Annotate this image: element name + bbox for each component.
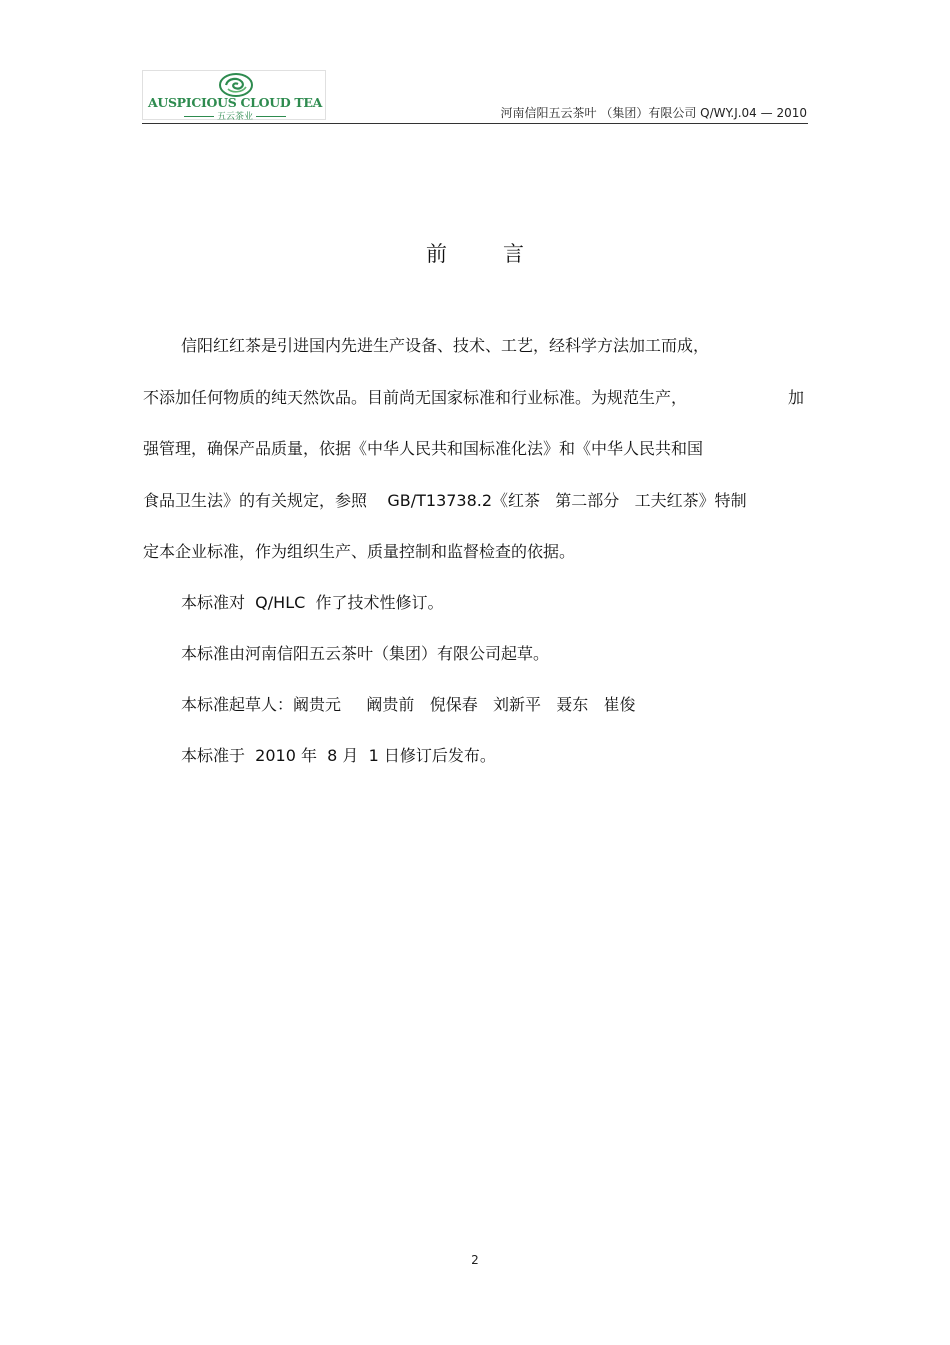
page-title — [0, 238, 950, 268]
logo-chinese-text: 五云茶业 — [216, 112, 253, 122]
para1-line-4: 食品卫生法》的有关规定，参照 GB/T13738.2《红茶 第二部分 工夫红茶》特制 — [143, 491, 747, 510]
title-char-1: 前 — [426, 242, 447, 266]
logo-chinese-name — [143, 109, 327, 122]
header-divider — [142, 123, 808, 124]
drafters: 本标准起草人：阚贵元 阚贵前 倪保春 刘新平 聂东 崔俊 — [181, 695, 636, 714]
release-date: 本标准于 2010 年 8 月 1 日修订后发布。 — [181, 746, 496, 765]
header-company-code: 河南信阳五云茶叶 （集团）有限公司 Q/WY.J.04 — 2010 — [500, 106, 807, 120]
para1-line-1: 信阳红红茶是引进国内先进生产设备、技术、工艺，经科学方法加工而成， — [181, 336, 710, 355]
para1-line-2-tail: 加 — [788, 388, 805, 407]
logo-english-name: AUSPICIOUS CLOUD TEA — [147, 95, 323, 110]
para1-line-5: 定本企业标准，作为组织生产、质量控制和监督检查的依据。 — [143, 542, 576, 561]
page-number: 2 — [471, 1253, 479, 1267]
company-logo — [142, 70, 326, 120]
revision-note: 本标准对 Q/HLC 作了技术性修订。 — [181, 593, 444, 612]
para1-line-2: 不添加任何物质的纯天然饮品。目前尚无国家标准和行业标准。为规范生产， — [143, 388, 688, 407]
drafting-unit: 本标准由河南信阳五云茶叶（集团）有限公司起草。 — [181, 644, 550, 663]
title-char-2: 言 — [503, 242, 524, 266]
para1-line-3: 强管理，确保产品质量，依据《中华人民共和国标准化法》和《中华人民共和国 — [143, 439, 704, 458]
